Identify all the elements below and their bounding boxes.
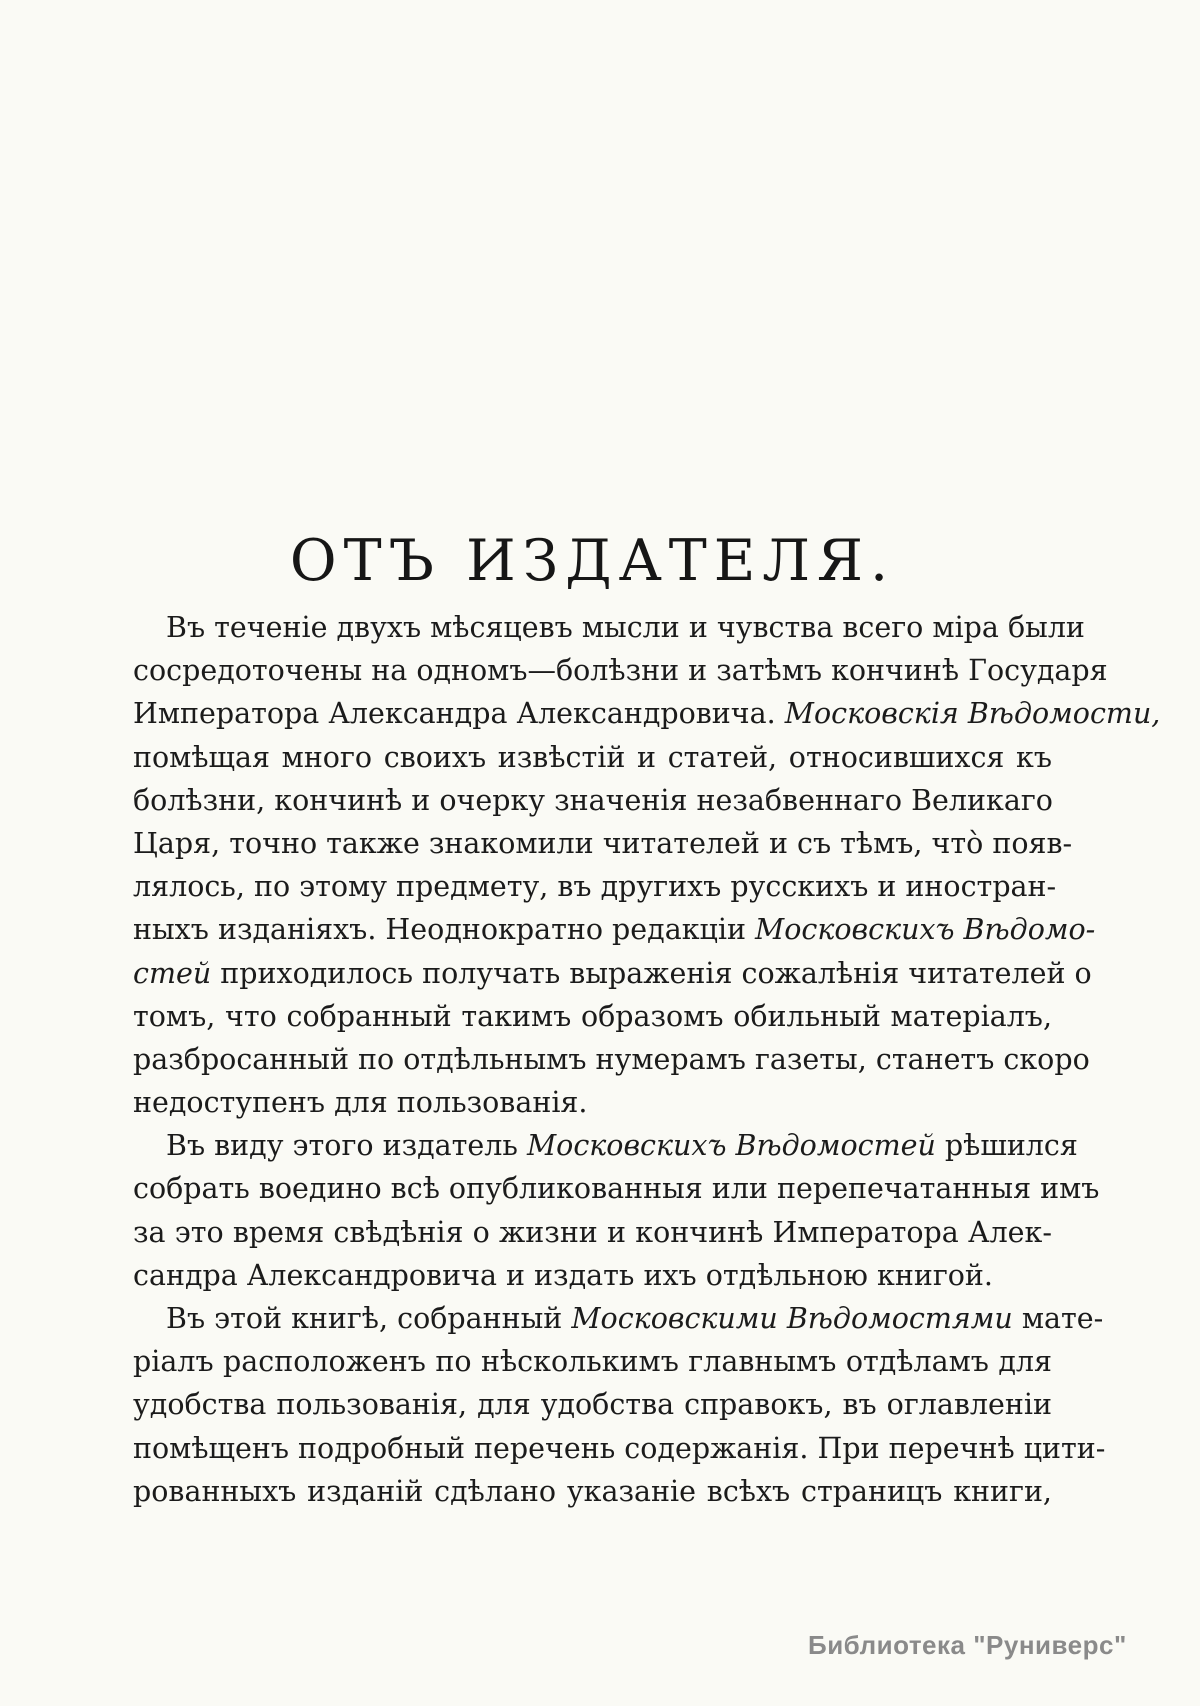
body-text: [133, 606, 1161, 1513]
text-segment: сандра Александровича и издать ихъ отдѣльною книгой.: [133, 1258, 993, 1292]
text-line: [133, 1254, 1052, 1297]
page-title: ОТЪ ИЗДАТЕЛЯ.: [289, 528, 896, 594]
italic-text-segment: Московскихъ Вѣдомо-: [755, 913, 1096, 947]
text-line: [133, 1470, 1052, 1513]
text-segment: Въ виду этого издатель: [166, 1129, 527, 1163]
text-segment: Императора Александра Александровича.: [133, 697, 785, 731]
text-segment: болѣзни, кончинѣ и очерку значенія незабвеннаго Великаго: [133, 783, 1053, 817]
text-segment: ріалъ расположенъ по нѣсколькимъ главнымъ отдѣламъ для: [133, 1345, 1052, 1379]
text-line: [133, 822, 1073, 865]
text-line: [133, 649, 1108, 692]
text-segment: мате-: [1012, 1302, 1104, 1335]
watermark-label: Библиотека "Руниверс": [808, 1630, 1127, 1660]
text-line: [133, 1038, 1090, 1081]
text-line: [133, 1297, 1104, 1340]
text-segment: сосредоточены на одномъ—болѣзни и затѣмъ кончинѣ Государя: [133, 654, 1108, 688]
text-line: [133, 736, 1052, 779]
text-segment: Въ этой книгѣ, собранный: [166, 1302, 572, 1335]
text-segment: недоступенъ для пользованія.: [133, 1086, 588, 1120]
text-line: [133, 995, 1052, 1038]
text-segment: лялось, по этому предмету, въ другихъ русскихъ и иностран-: [133, 870, 1057, 904]
text-line: [133, 1124, 1078, 1167]
text-segment: помѣщенъ подробный перечень содержанія. При перечнѣ цити-: [133, 1431, 1106, 1465]
text-segment: разбросанный по отдѣльнымъ нумерамъ газеты, станетъ скоро: [133, 1042, 1090, 1076]
text-segment: рѣшился: [935, 1129, 1078, 1163]
text-line: [133, 779, 1052, 822]
text-segment: томъ, что собранный такимъ образомъ обильный матеріалъ,: [133, 999, 1052, 1033]
text-line: [133, 952, 1092, 995]
italic-text-segment: Московскими Вѣдомостями: [571, 1302, 1013, 1335]
text-line: [133, 1383, 1052, 1426]
italic-text-segment: Московскихъ Вѣдомостей: [526, 1129, 936, 1163]
italic-text-segment: стей: [133, 956, 212, 990]
text-line: [133, 865, 1057, 908]
text-segment: Въ теченіе двухъ мѣсяцевъ мысли и чувства всего міра были: [166, 611, 1085, 644]
text-segment: за это время свѣдѣнія о жизни и кончинѣ Императора Алек-: [133, 1215, 1052, 1249]
text-line: [133, 606, 1085, 649]
text-line: [133, 1081, 1052, 1124]
text-segment: рованныхъ изданій сдѣлано указаніе всѣхъ страницъ книги,: [133, 1474, 1052, 1508]
text-segment: удобства пользованія, для удобства справокъ, въ оглавленіи: [133, 1388, 1052, 1422]
text-line: [133, 692, 1161, 735]
text-segment: помѣщая много своихъ извѣстій и статей, относившихся къ: [133, 740, 1052, 774]
text-segment: Царя, точно также знакомили читателей и съ тѣмъ, что̀ появ-: [133, 826, 1073, 860]
text-segment: собрать воедино всѣ опубликованныя или перепечатанныя имъ: [133, 1172, 1100, 1206]
text-line: [133, 1167, 1100, 1210]
text-line: [133, 1211, 1052, 1254]
text-line: [133, 908, 1096, 951]
text-segment: ныхъ изданіяхъ. Неоднократно редакціи: [133, 913, 756, 947]
text-line: [133, 1427, 1106, 1470]
italic-text-segment: Московскія Вѣдомости,: [784, 697, 1161, 731]
text-line: [133, 1340, 1052, 1383]
text-segment: приходилось получать выраженія сожалѣнія читателей о: [211, 956, 1092, 990]
